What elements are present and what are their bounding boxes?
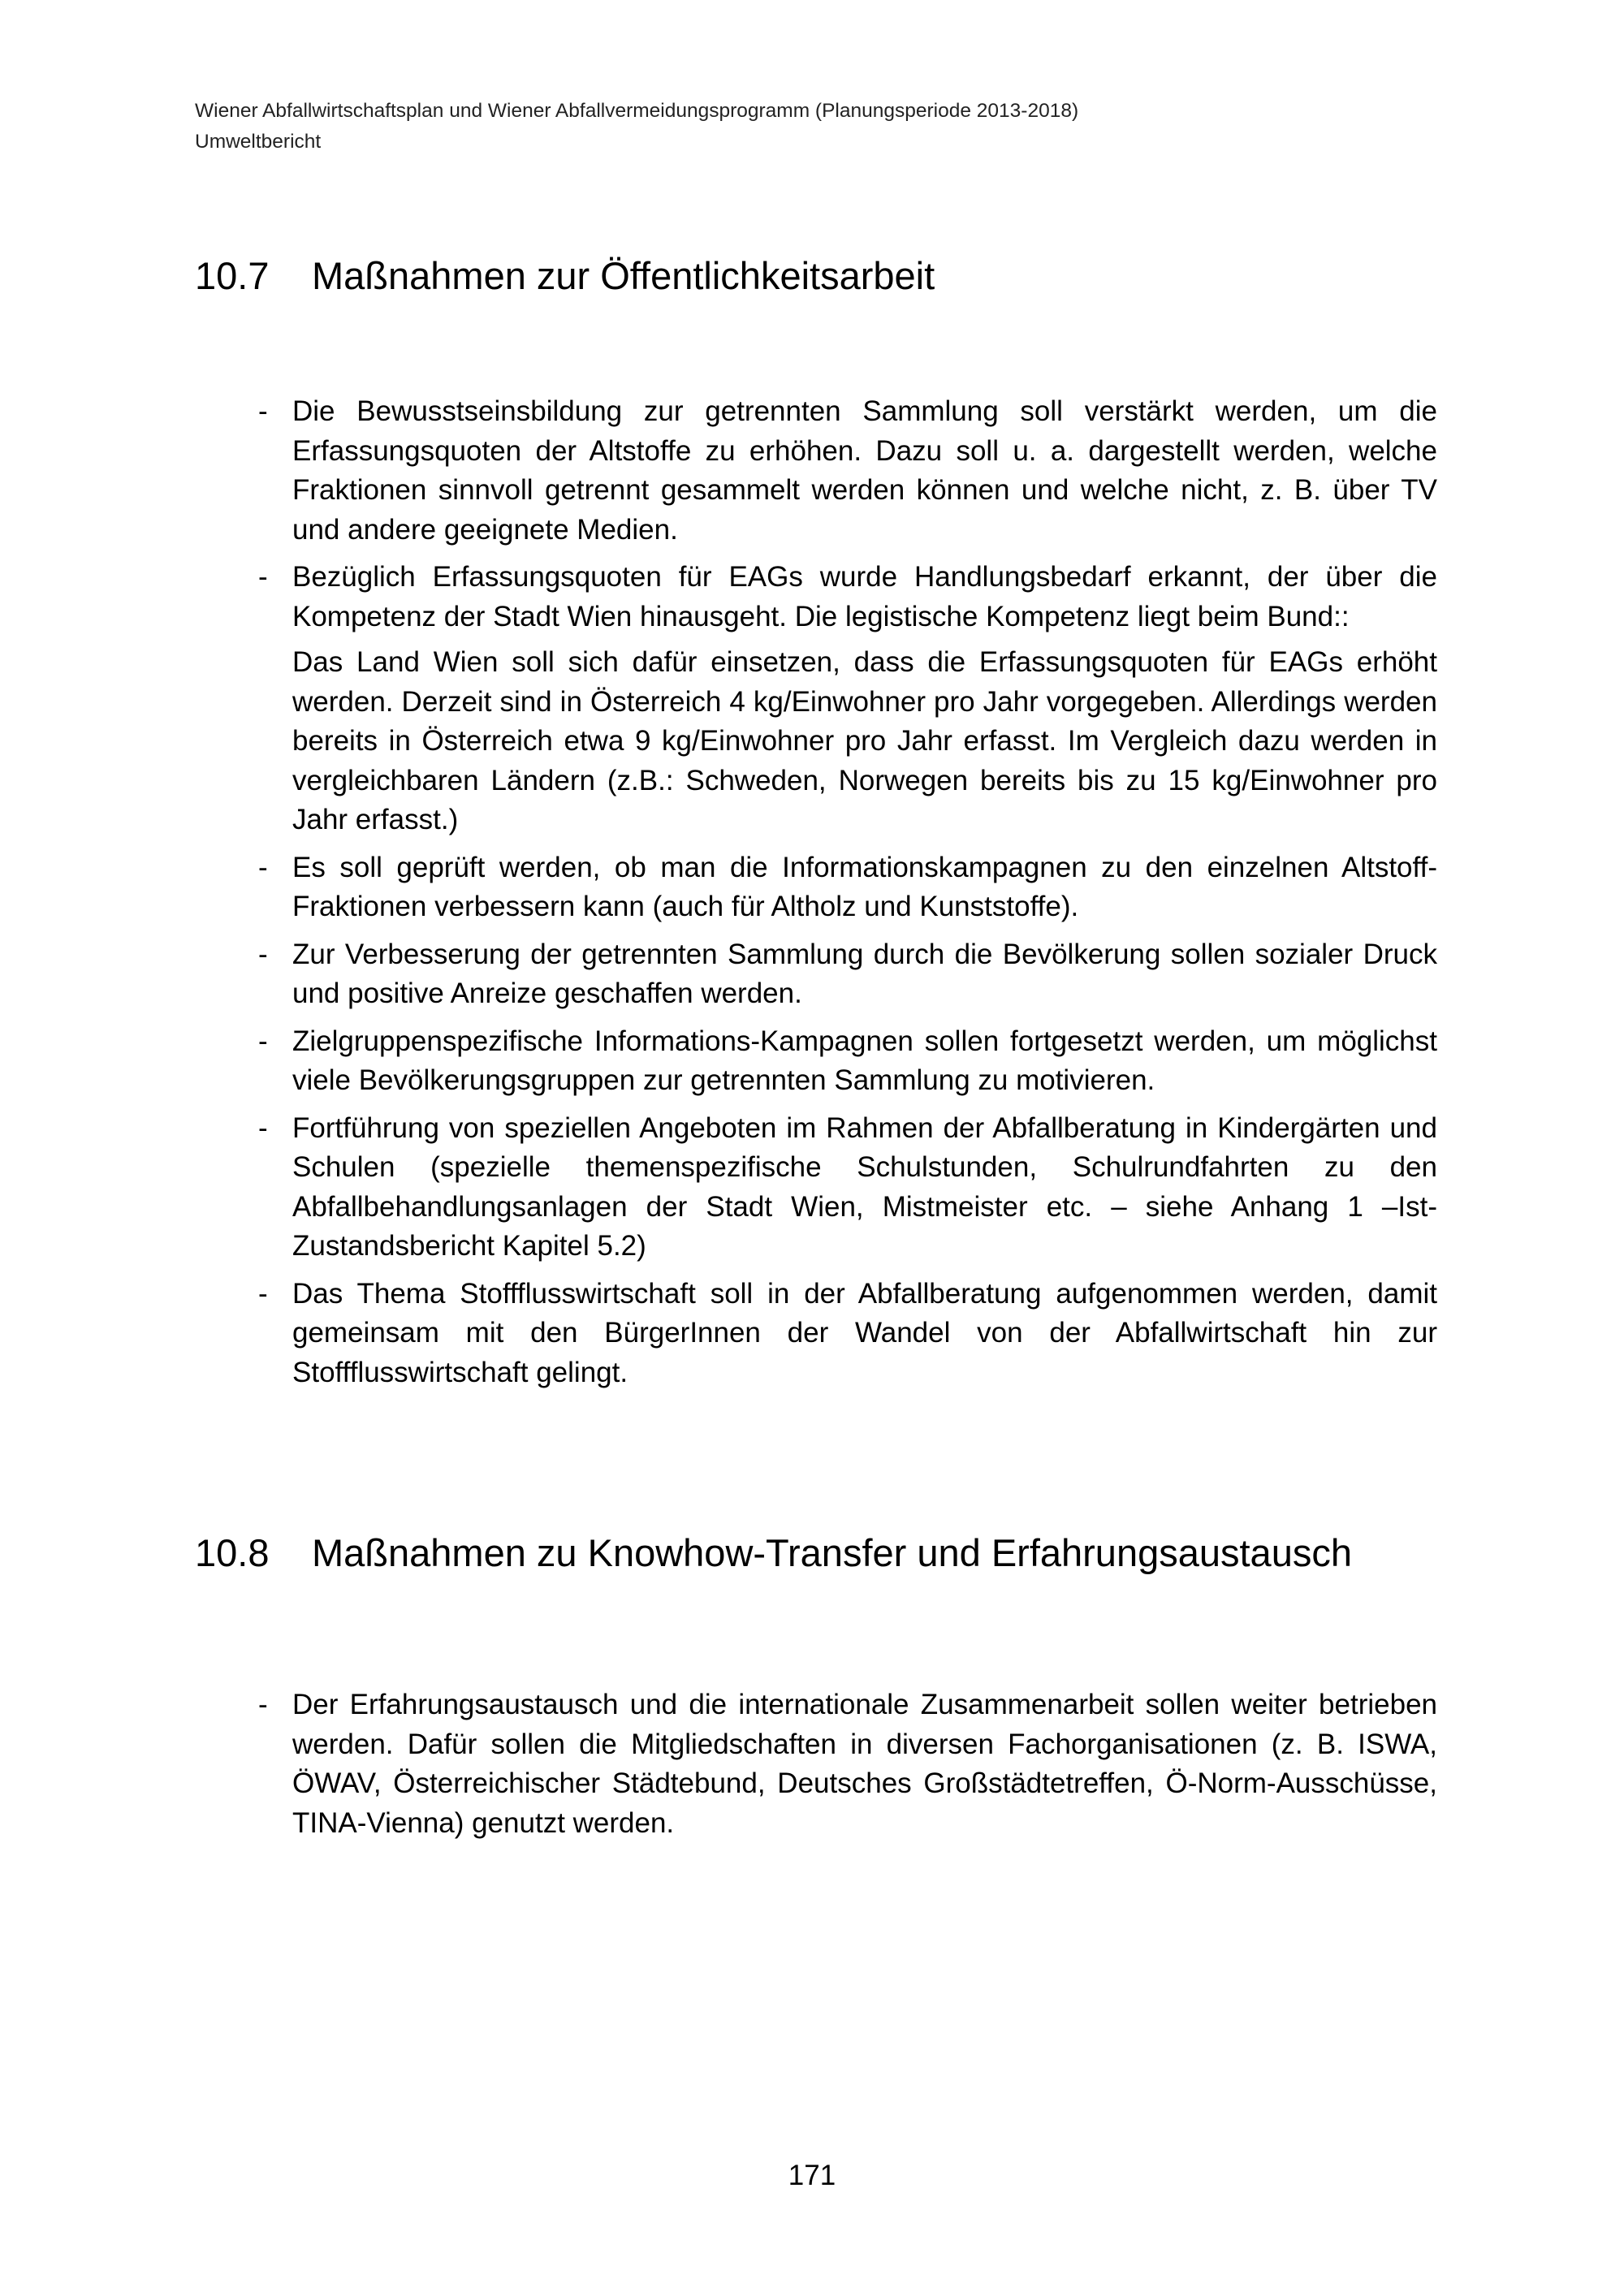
section-title: Maßnahmen zur Öffentlichkeitsarbeit: [312, 254, 935, 297]
header-document-subtitle: Umweltbericht: [195, 131, 322, 153]
list-item: [258, 935, 1437, 1014]
list-item-text: Die Bewusstseinsbildung zur getrennten Sammlung soll verstärkt werden, um die Erfassungsquoten der Altstoffe zu erhöhen. Dazu soll u. a. dargestellt werden, welche Fraktionen sinnvoll getrennt gesammelt werden können und welche nicht, z. B. über TV und andere geeignete Medien.: [292, 395, 1437, 546]
list-item-text: Fortführung von speziellen Angeboten im Rahmen der Abfallberatung in Kindergärten und Schulen (spezielle themenspezifische Schulstunden, Schulrundfahrten zu den Abfallbehandlungsanlagen der Stadt Wien, Mistmeister etc. – siehe Anhang 1 –Ist-Zustandsbericht Kapitel 5.2): [292, 1111, 1437, 1262]
list-item-text: Das Thema Stoffflusswirtschaft soll in der Abfallberatung aufgenommen werden, damit gemeinsam mit den BürgerInnen der Wandel von der Abfallwirtschaft hin zur Stoffflusswirtschaft gelingt.: [292, 1277, 1437, 1388]
bullet-dash: -: [258, 1689, 268, 1720]
bullet-dash: -: [258, 938, 268, 970]
list-item-text: Bezüglich Erfassungsquoten für EAGs wurde Handlungsbedarf erkannt, der über die Kompetenz der Stadt Wien hinausgeht. Die legistische Kompetenz liegt beim Bund::: [292, 561, 1437, 632]
list-item-continuation: Das Land Wien soll sich dafür einsetzen, dass die Erfassungsquoten für EAGs erhöht werden. Derzeit sind in Österreich 4 kg/Einwohner pro Jahr vorgegeben. Allerdings werden bereits in Österreich etwa 9 kg/Einwohner pro Jahr erfasst. Im Vergleich dazu werden in vergleichbaren Ländern (z.B.: Schweden, Norwegen bereits bis zu 15 kg/Einwohner pro Jahr erfasst.): [292, 646, 1437, 835]
bullet-dash: -: [258, 395, 268, 427]
section-number: 10.8: [195, 1531, 270, 1574]
list-item-text: Es soll geprüft werden, ob man die Informationskampagnen zu den einzelnen Altstoff-Fraktionen verbessern kann (auch für Altholz und Kunststoffe).: [292, 851, 1437, 922]
section-title: Maßnahmen zu Knowhow-Transfer und Erfahrungsaustausch: [312, 1531, 1352, 1574]
list-item-text: Zur Verbesserung der getrennten Sammlung durch die Bevölkerung sollen sozialer Druck und positive Anreize geschaffen werden.: [292, 938, 1437, 1009]
page-header: [195, 96, 1445, 158]
bullet-dash: -: [258, 1111, 268, 1144]
list-item: [258, 558, 1437, 840]
bullet-dash: -: [258, 561, 268, 593]
list-item: [258, 848, 1437, 927]
bullet-dash: -: [258, 1277, 268, 1310]
list-item: [258, 392, 1437, 550]
bullet-dash: -: [258, 851, 268, 883]
header-document-title: Wiener Abfallwirtschaftsplan und Wiener Abfallvermeidungsprogramm (Planungsperiode 2013-2018): [195, 100, 1079, 122]
list-item: [258, 1022, 1437, 1101]
bullet-dash: -: [258, 1025, 268, 1057]
list-item-text: Der Erfahrungsaustausch und die internationale Zusammenarbeit sollen weiter betrieben werden. Dafür sollen die Mitgliedschaften in diversen Fachorganisationen (z. B. ISWA, ÖWAV, Österreichischer Städtebund, Deutsches Großstädtetreffen, Ö-Norm-Ausschüsse, TINA-Vienna) genutzt werden.: [292, 1689, 1437, 1839]
page-number: 171: [788, 2160, 836, 2191]
list-item: [258, 1275, 1437, 1393]
section-number: 10.7: [195, 254, 270, 297]
list-item-text: Zielgruppenspezifische Informations-Kampagnen sollen fortgesetzt werden, um möglichst viele Bevölkerungsgruppen zur getrennten Sammlung zu motivieren.: [292, 1025, 1437, 1096]
bullet-list-10-7: [258, 392, 1437, 1400]
list-item: [258, 1685, 1437, 1843]
list-item: [258, 1109, 1437, 1267]
section-heading-10-8: [195, 1529, 1478, 1577]
bullet-list-10-8: [258, 1685, 1437, 1851]
section-heading-10-7: [195, 252, 1478, 300]
